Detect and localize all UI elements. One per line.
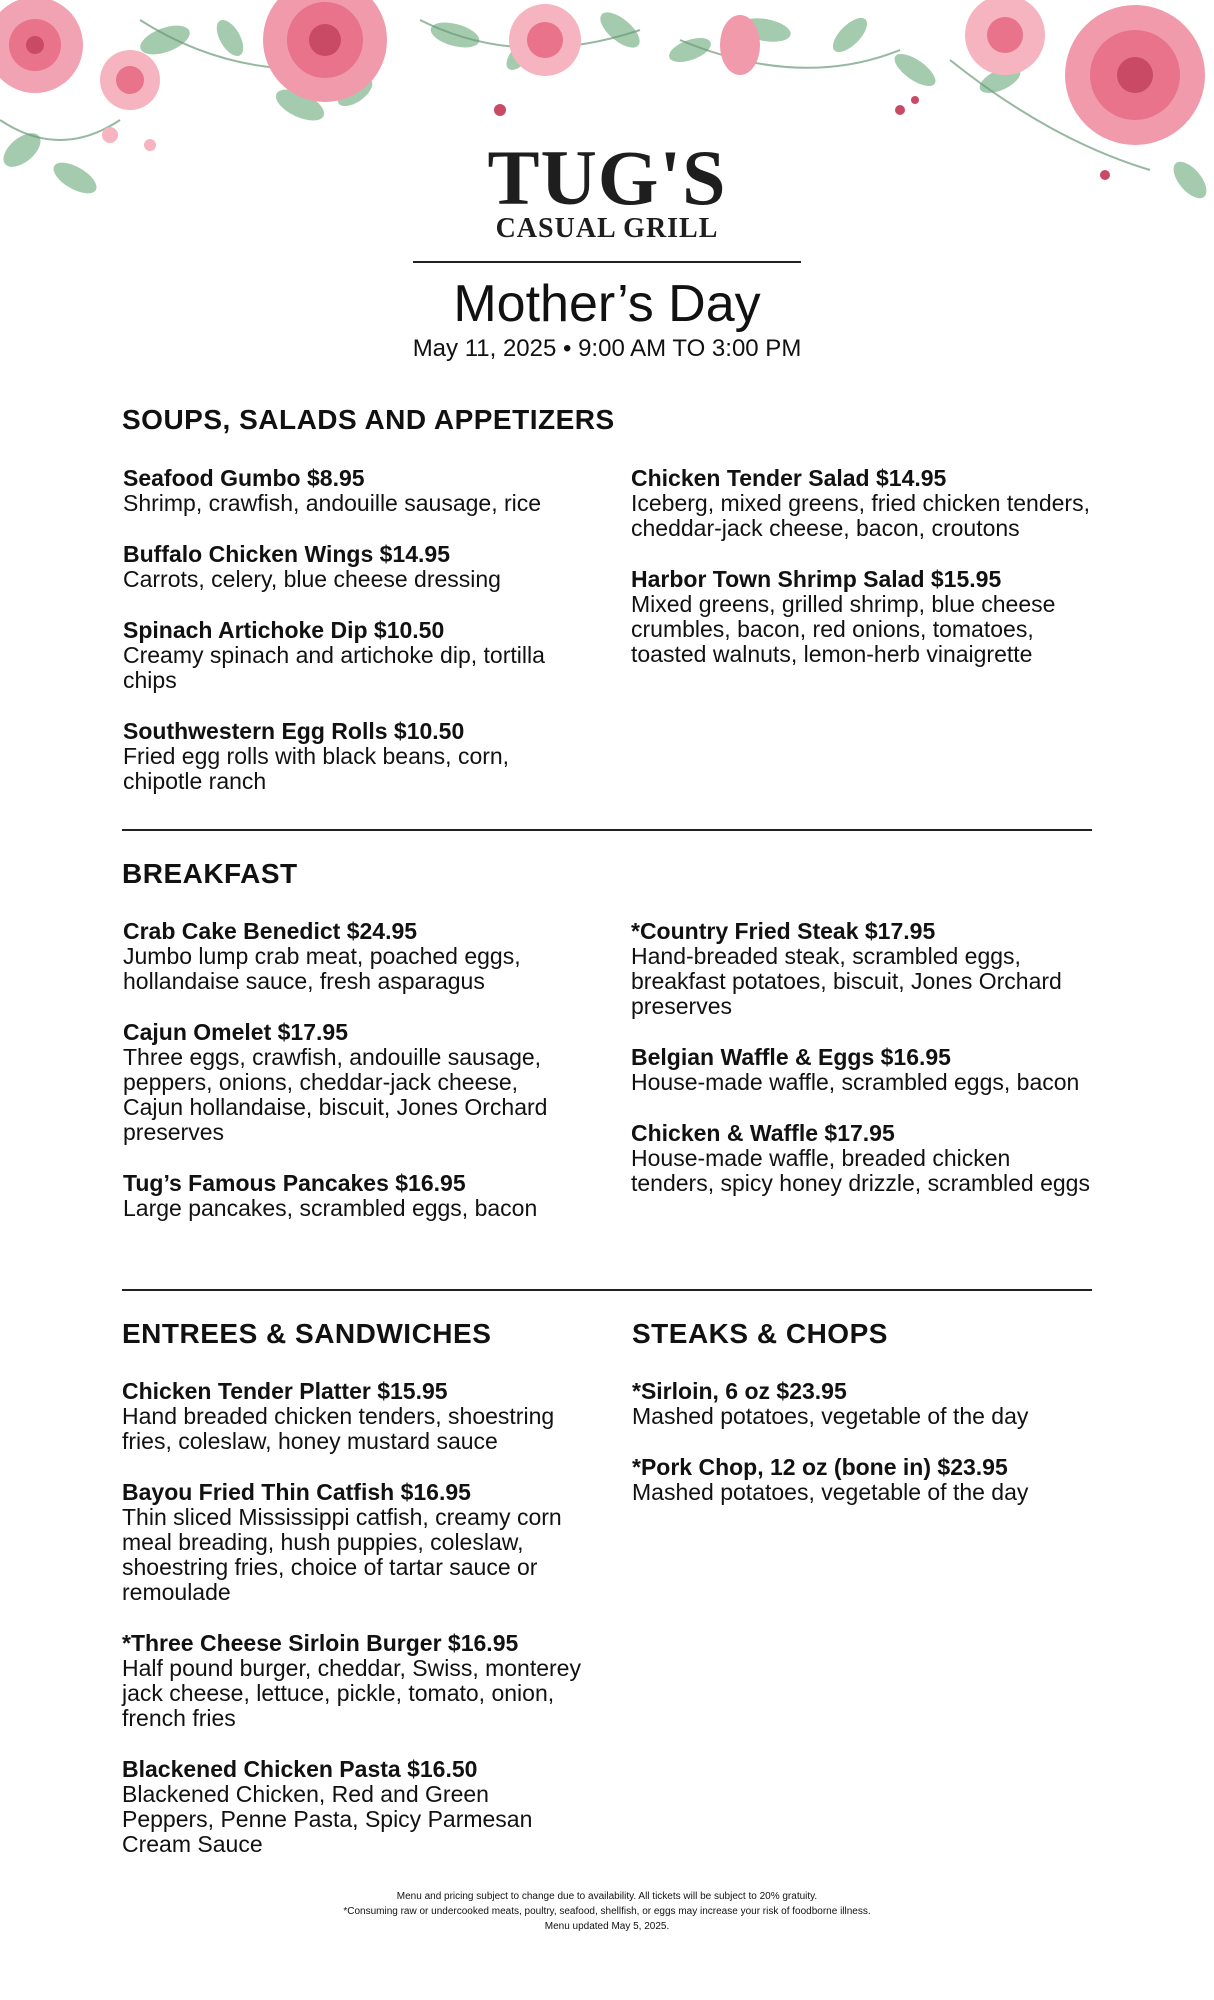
menu-item — [122, 1756, 582, 1857]
soups-left-column — [123, 465, 583, 819]
menu-item — [631, 566, 1091, 667]
menu-item-name: Cajun Omelet $17.95 — [123, 1019, 348, 1045]
menu-footnote — [0, 1889, 1214, 1934]
breakfast-right-column — [631, 918, 1091, 1221]
menu-item — [122, 1378, 582, 1454]
menu-item-description: Mashed potatoes, vegetable of the day — [632, 1403, 1029, 1429]
menu-item — [123, 541, 583, 592]
menu-item — [123, 718, 583, 794]
menu-item-name: Seafood Gumbo $8.95 — [123, 465, 365, 491]
menu-item-name: Chicken & Waffle $17.95 — [631, 1120, 895, 1146]
section-title-breakfast: BREAKFAST — [122, 858, 298, 889]
menu-item-description: Iceberg, mixed greens, fried chicken tenders, cheddar-jack cheese, bacon, croutons — [631, 490, 1090, 541]
menu-item-name: *Pork Chop, 12 oz (bone in) $23.95 — [632, 1454, 1008, 1480]
menu-item-description: Creamy spinach and artichoke dip, tortilla chips — [123, 642, 545, 693]
menu-item — [632, 1378, 1092, 1429]
steaks-column — [632, 1378, 1092, 1530]
menu-item — [631, 918, 1091, 1019]
menu-item-description: Shrimp, crawfish, andouille sausage, rice — [123, 490, 542, 516]
menu-item-name: Crab Cake Benedict $24.95 — [123, 918, 418, 944]
event-title: Mother’s Day — [453, 275, 761, 333]
menu-item-name: Buffalo Chicken Wings $14.95 — [123, 541, 450, 567]
restaurant-logo — [0, 134, 1214, 244]
menu-item-name: *Three Cheese Sirloin Burger $16.95 — [122, 1630, 519, 1656]
menu-item-description: Carrots, celery, blue cheese dressing — [123, 566, 501, 592]
menu-item-description: Three eggs, crawfish, andouille sausage, peppers, onions, cheddar-jack cheese, Cajun hollandaise, biscuit, Jones Orchard preserves — [123, 1044, 548, 1145]
menu-item-description: Large pancakes, scrambled eggs, bacon — [123, 1195, 538, 1221]
menu-item-description: Hand breaded chicken tenders, shoestring fries, coleslaw, honey mustard sauce — [122, 1403, 555, 1454]
menu-item-description: House-made waffle, breaded chicken tenders, spicy honey drizzle, scrambled eggs — [631, 1145, 1090, 1196]
menu-item — [123, 1019, 583, 1145]
footnote-health-warning: *Consuming raw or undercooked meats, poultry, seafood, shellfish, or eggs may increase your risk of foodborne illness. — [343, 1906, 871, 1917]
menu-item-name: Blackened Chicken Pasta $16.50 — [122, 1756, 478, 1782]
menu-item-description: Hand-breaded steak, scrambled eggs, breakfast potatoes, biscuit, Jones Orchard preserves — [631, 943, 1062, 1019]
menu-item — [632, 1454, 1092, 1505]
menu-item-description: House-made waffle, scrambled eggs, bacon — [631, 1069, 1080, 1095]
menu-item — [122, 1630, 582, 1731]
menu-item — [122, 1479, 582, 1605]
menu-item-name: Belgian Waffle & Eggs $16.95 — [631, 1044, 951, 1070]
menu-item-description: Half pound burger, cheddar, Swiss, monterey jack cheese, lettuce, pickle, tomato, onion, french fries — [122, 1655, 581, 1731]
menu-item — [123, 465, 583, 516]
breakfast-left-column — [123, 918, 583, 1246]
menu-item — [631, 1120, 1091, 1196]
menu-item-description: Jumbo lump crab meat, poached eggs, hollandaise sauce, fresh asparagus — [123, 943, 521, 994]
menu-item — [631, 465, 1091, 541]
section-title-soups: SOUPS, SALADS AND APPETIZERS — [122, 404, 615, 435]
menu-item-name: Bayou Fried Thin Catfish $16.95 — [122, 1479, 471, 1505]
menu-item-name: Tug’s Famous Pancakes $16.95 — [123, 1170, 466, 1196]
section-divider — [122, 829, 1092, 831]
menu-item-description: Fried egg rolls with black beans, corn, chipotle ranch — [123, 743, 510, 794]
menu-item-description: Mixed greens, grilled shrimp, blue cheese crumbles, bacon, red onions, tomatoes, toasted walnuts, lemon-herb vinaigrette — [631, 591, 1056, 667]
menu-item-name: Southwestern Egg Rolls $10.50 — [123, 718, 465, 744]
menu-item-name: Chicken Tender Salad $14.95 — [631, 465, 947, 491]
menu-item — [123, 1170, 583, 1221]
entrees-column — [122, 1378, 582, 1882]
logo-name: TUG'S — [487, 134, 727, 221]
menu-item-description: Thin sliced Mississippi catfish, creamy corn meal breading, hush puppies, coleslaw, shoestring fries, choice of tartar sauce or remoulade — [122, 1504, 562, 1605]
logo-subtitle: CASUAL GRILL — [495, 213, 719, 244]
menu-item-name: Harbor Town Shrimp Salad $15.95 — [631, 566, 1002, 592]
footnote-pricing: Menu and pricing subject to change due to availability. All tickets will be subject to 20% gratuity. — [396, 1891, 818, 1902]
section-divider — [122, 1289, 1092, 1291]
section-title-entrees: ENTREES & SANDWICHES — [122, 1318, 492, 1349]
menu-item-name: *Sirloin, 6 oz $23.95 — [632, 1378, 847, 1404]
menu-item-description: Mashed potatoes, vegetable of the day — [632, 1479, 1029, 1505]
footnote-updated: Menu updated May 5, 2025. — [544, 1921, 670, 1932]
menu-item-name: *Country Fried Steak $17.95 — [631, 918, 936, 944]
menu-item-description: Blackened Chicken, Red and Green Peppers, Penne Pasta, Spicy Parmesan Cream Sauce — [122, 1781, 533, 1857]
soups-right-column — [631, 465, 1091, 692]
event-date: May 11, 2025 • 9:00 AM TO 3:00 PM — [412, 335, 802, 362]
section-title-steaks: STEAKS & CHOPS — [632, 1318, 888, 1349]
menu-item — [123, 918, 583, 994]
title-divider — [413, 261, 801, 263]
menu-item-name: Chicken Tender Platter $15.95 — [122, 1378, 448, 1404]
menu-item-name: Spinach Artichoke Dip $10.50 — [123, 617, 445, 643]
menu-item — [123, 617, 583, 693]
menu-item — [631, 1044, 1091, 1095]
